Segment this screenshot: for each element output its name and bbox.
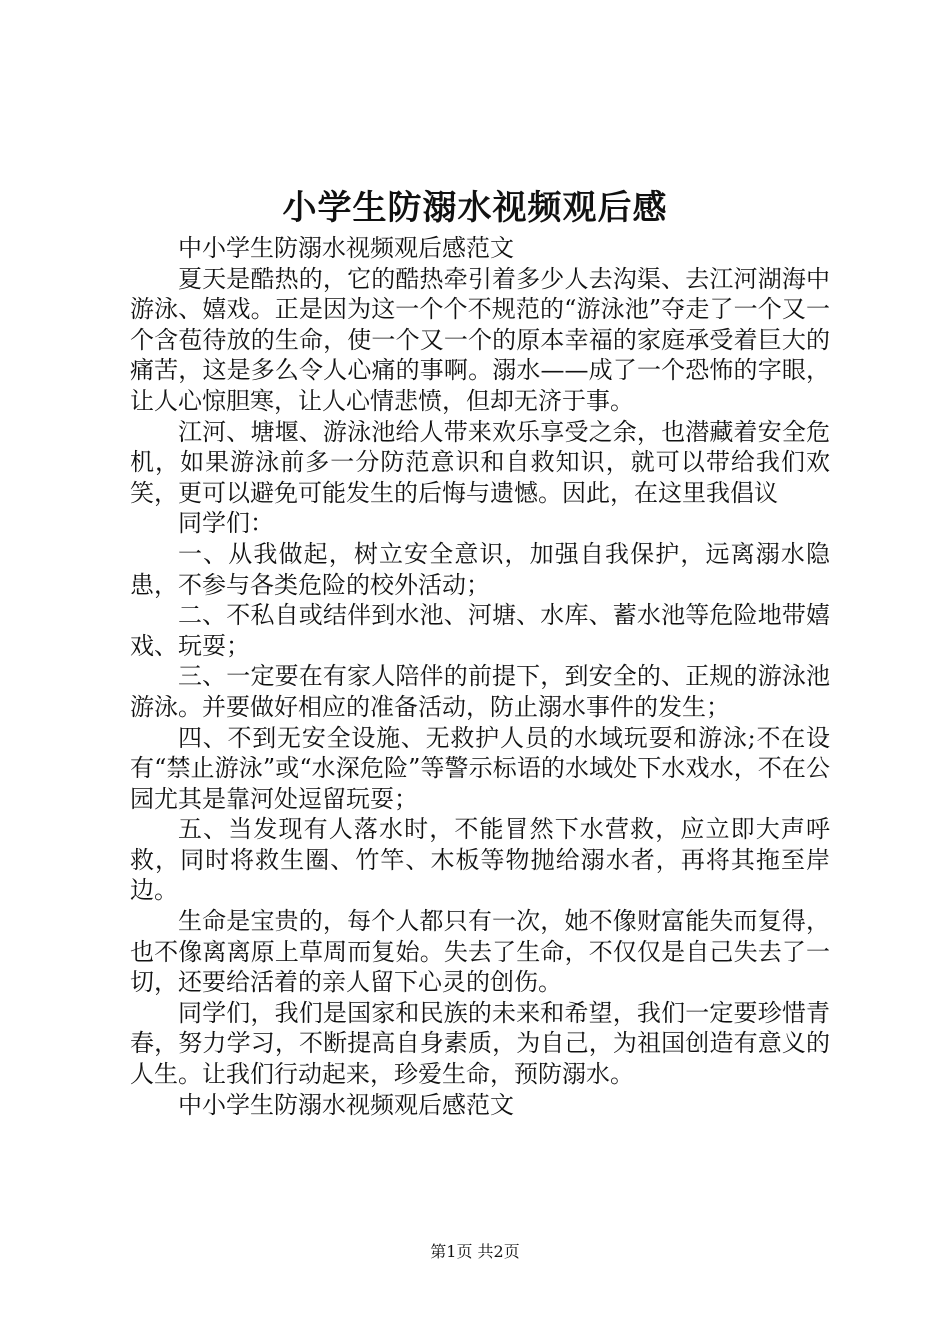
paragraph: 生命是宝贵的，每个人都只有一次，她不像财富能失而复得，也不像离离原上草周而复始。失去了生命，不仅仅是自己失去了一切，还要给活着的亲人留下心灵的创伤。 — [130, 907, 830, 997]
paragraph: 中小学生防溺水视频观后感范文 — [178, 1090, 514, 1119]
page-number-footer: 第1页 共2页 — [430, 1242, 520, 1261]
paragraph: 夏天是酷热的，它的酷热牵引着多少人去沟渠、去江河湖海中游泳、嬉戏。正是因为这一个个不规范的“游泳池”夺走了一个又一个含苞待放的生命，使一个又一个的原本幸福的家庭承受着巨大的痛苦，这是多么令人心痛的事啊。溺水——成了一个恐怖的字眼，让人心惊胆寒，让人心情悲愤，但却无济于事。 — [130, 264, 830, 415]
paragraph: 中小学生防溺水视频观后感范文 — [178, 234, 514, 262]
paragraph: 江河、塘堰、游泳池给人带来欢乐享受之余，也潜藏着安全危机，如果游泳前多一分防范意识和自救知识，就可以带给我们欢笑，更可以避免可能发生的后悔与遗憾。因此，在这里我倡议 — [130, 417, 830, 507]
paragraph: 同学们，我们是国家和民族的未来和希望，我们一定要珍惜青春，努力学习，不断提高自身素质，为自己，为祖国创造有意义的人生。让我们行动起来，珍爱生命，预防溺水。 — [130, 998, 830, 1089]
paragraph: 一、从我做起，树立安全意识，加强自我保护，远离溺水隐患，不参与各类危险的校外活动； — [130, 539, 830, 599]
paragraph: 四、不到无安全设施、无救护人员的水域玩耍和游泳;不在设有“禁止游泳”或“水深危险”等警示标语的水域处下水戏水，不在公园尤其是靠河处逗留玩耍； — [130, 723, 830, 813]
paragraph: 五、当发现有人落水时，不能冒然下水营救，应立即大声呼救，同时将救生圈、竹竿、木板等物抛给溺水者，再将其拖至岸边。 — [130, 815, 830, 905]
paragraph: 二、不私自或结伴到水池、河塘、水库、蓄水池等危险地带嬉戏、玩耍； — [130, 601, 830, 660]
document-title: 小学生防溺水视频观后感 — [282, 188, 668, 228]
document-body — [130, 233, 830, 1120]
paragraph: 同学们： — [178, 509, 274, 538]
paragraph: 三、一定要在有家人陪伴的前提下，到安全的、正规的游泳池游泳。并要做好相应的准备活动，防止溺水事件的发生； — [130, 662, 830, 721]
